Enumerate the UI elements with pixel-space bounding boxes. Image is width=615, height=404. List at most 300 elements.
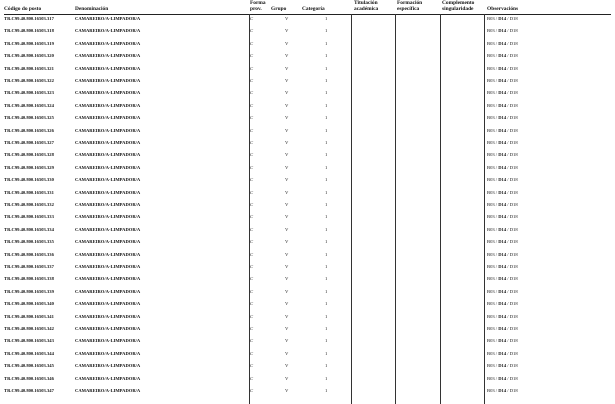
cell-observacions	[487, 53, 518, 59]
cell-categoria: 1	[325, 350, 328, 356]
cell-forma: C	[250, 28, 254, 34]
cell-forma: C	[250, 350, 254, 356]
cell-forma: C	[250, 388, 254, 393]
cell-categoria: 1	[325, 363, 328, 369]
cell-denominacion: CAMAREIRO/A-LIMPADOR/A	[75, 16, 141, 21]
obs-part-b: D14	[498, 375, 507, 381]
cell-denominacion: CAMAREIRO/A-LIMPADOR/A	[75, 288, 141, 294]
cell-grupo: V	[285, 226, 289, 232]
obs-part-c: / D18	[506, 313, 518, 319]
obs-part-a: B03 /	[487, 152, 499, 158]
header-complemento-line1: Complemento	[442, 0, 475, 6]
cell-codigo: TR.C99.40.800.16503.346	[4, 375, 54, 381]
cell-codigo: TR.C99.40.800.16503.347	[4, 388, 54, 393]
obs-part-c: / D18	[506, 264, 518, 269]
obs-part-b: D14	[498, 226, 507, 232]
cell-forma: C	[250, 53, 254, 59]
cell-denominacion: CAMAREIRO/A-LIMPADOR/A	[75, 264, 141, 269]
cell-categoria: 1	[325, 102, 328, 108]
cell-denominacion: CAMAREIRO/A-LIMPADOR/A	[75, 40, 141, 46]
cell-observacions	[487, 140, 518, 146]
cell-codigo: TR.C99.40.800.16503.322	[4, 78, 54, 83]
cell-codigo: TR.C99.40.800.16503.317	[4, 16, 54, 21]
obs-part-a: B03 /	[487, 115, 499, 121]
header-complemento	[442, 0, 474, 12]
table-row	[0, 152, 615, 164]
header-titulacion-line2: académica	[354, 6, 379, 12]
cell-denominacion: CAMAREIRO/A-LIMPADOR/A	[75, 28, 141, 34]
cell-grupo: V	[285, 78, 289, 83]
cell-grupo: V	[285, 276, 289, 282]
header-rule	[4, 14, 611, 15]
cell-denominacion: CAMAREIRO/A-LIMPADOR/A	[75, 214, 141, 220]
cell-forma: C	[250, 202, 254, 207]
cell-forma: C	[250, 363, 254, 369]
cell-observacions	[487, 301, 518, 307]
cell-codigo: TR.C99.40.800.16503.335	[4, 239, 54, 245]
obs-part-c: / D18	[506, 388, 518, 393]
cell-grupo: V	[285, 65, 289, 71]
cell-denominacion: CAMAREIRO/A-LIMPADOR/A	[75, 313, 141, 319]
cell-grupo: V	[285, 127, 289, 133]
cell-observacions	[487, 214, 518, 220]
cell-grupo: V	[285, 288, 289, 294]
obs-part-c: / D18	[506, 363, 518, 369]
cell-categoria: 1	[325, 375, 328, 381]
cell-categoria: 1	[325, 276, 328, 282]
cell-grupo: V	[285, 16, 289, 21]
cell-observacions	[487, 252, 518, 258]
obs-part-b: D14	[498, 313, 507, 319]
table-row	[0, 115, 615, 127]
obs-part-c: / D18	[506, 251, 518, 257]
cell-grupo: V	[285, 326, 289, 331]
cell-grupo: V	[285, 164, 289, 170]
obs-part-a: B03 /	[487, 28, 499, 34]
cell-grupo: V	[285, 152, 289, 158]
table-row	[0, 239, 615, 251]
obs-part-b: D14	[498, 152, 507, 158]
obs-part-c: / D18	[506, 214, 518, 220]
obs-part-b: D14	[498, 301, 507, 307]
table-row	[0, 338, 615, 350]
table-row	[0, 66, 615, 78]
cell-codigo: TR.C99.40.800.16503.345	[4, 363, 54, 369]
obs-part-b: D14	[498, 90, 507, 96]
cell-codigo: TR.C99.40.800.16503.342	[4, 326, 54, 331]
obs-part-b: D14	[498, 388, 507, 393]
cell-categoria: 1	[325, 313, 328, 319]
obs-part-b: D14	[498, 251, 507, 257]
cell-codigo: TR.C99.40.800.16503.338	[4, 276, 54, 282]
cell-codigo: TR.C99.40.800.16503.336	[4, 251, 54, 257]
cell-categoria: 1	[325, 140, 328, 145]
obs-part-c: / D18	[506, 288, 518, 294]
cell-categoria: 1	[325, 189, 328, 195]
cell-forma: C	[250, 326, 254, 331]
cell-grupo: V	[285, 350, 289, 356]
cell-grupo: V	[285, 375, 289, 381]
cell-categoria: 1	[325, 177, 328, 183]
cell-observacions	[487, 41, 518, 47]
obs-part-c: / D18	[506, 326, 518, 331]
cell-denominacion: CAMAREIRO/A-LIMPADOR/A	[75, 78, 141, 83]
obs-part-a: B03 /	[487, 388, 499, 393]
cell-observacions	[487, 78, 518, 84]
obs-part-b: D14	[498, 140, 507, 145]
cell-observacions	[487, 388, 518, 394]
obs-part-b: D14	[498, 276, 507, 282]
table-row	[0, 388, 615, 400]
obs-part-b: D14	[498, 40, 507, 46]
cell-categoria: 1	[325, 90, 328, 96]
cell-codigo: TR.C99.40.800.16503.334	[4, 226, 54, 232]
cell-categoria: 1	[325, 115, 328, 121]
cell-categoria: 1	[325, 28, 328, 34]
header-forma-line2: prov.	[250, 6, 262, 12]
cell-categoria: 1	[325, 65, 328, 71]
cell-observacions	[487, 16, 518, 22]
obs-part-a: B03 /	[487, 102, 499, 108]
header-codigo: Código do posto	[4, 6, 42, 12]
cell-codigo: TR.C99.40.800.16503.337	[4, 264, 54, 269]
obs-part-a: B03 /	[487, 164, 499, 170]
cell-observacions	[487, 376, 518, 382]
obs-part-c: / D18	[506, 350, 518, 356]
table-row	[0, 252, 615, 264]
table-row	[0, 78, 615, 90]
cell-forma: C	[250, 177, 254, 183]
cell-grupo: V	[285, 28, 289, 34]
cell-denominacion: CAMAREIRO/A-LIMPADOR/A	[75, 388, 141, 393]
cell-categoria: 1	[325, 127, 328, 133]
cell-categoria: 1	[325, 239, 328, 245]
obs-part-c: / D18	[506, 78, 518, 83]
cell-grupo: V	[285, 177, 289, 183]
obs-part-a: B03 /	[487, 53, 499, 59]
cell-codigo: TR.C99.40.800.16503.318	[4, 28, 54, 34]
cell-codigo: TR.C99.40.800.16503.324	[4, 102, 54, 108]
cell-grupo: V	[285, 53, 289, 59]
cell-observacions	[487, 28, 518, 34]
header-formacion-line1: Formación	[397, 0, 423, 6]
header-grupo: Grupo	[271, 6, 287, 12]
cell-codigo: TR.C99.40.800.16503.341	[4, 313, 54, 319]
cell-forma: C	[250, 78, 254, 83]
cell-grupo: V	[285, 40, 289, 46]
table-row	[0, 351, 615, 363]
cell-codigo: TR.C99.40.800.16503.325	[4, 115, 54, 121]
header-denominacion: Denominación	[75, 6, 109, 12]
cell-observacions	[487, 165, 518, 171]
table-row	[0, 276, 615, 288]
cell-denominacion: CAMAREIRO/A-LIMPADOR/A	[75, 226, 141, 232]
obs-part-b: D14	[498, 264, 507, 269]
cell-codigo: TR.C99.40.800.16503.343	[4, 338, 54, 344]
cell-forma: C	[250, 288, 254, 294]
cell-grupo: V	[285, 251, 289, 257]
obs-part-b: D14	[498, 16, 507, 21]
cell-categoria: 1	[325, 288, 328, 294]
cell-denominacion: CAMAREIRO/A-LIMPADOR/A	[75, 140, 141, 145]
obs-part-c: / D18	[506, 152, 518, 158]
obs-part-b: D14	[498, 338, 507, 344]
obs-part-c: / D18	[506, 90, 518, 96]
obs-part-a: B03 /	[487, 326, 499, 331]
obs-part-b: D14	[498, 78, 507, 83]
obs-part-c: / D18	[506, 226, 518, 232]
table-row	[0, 227, 615, 239]
cell-categoria: 1	[325, 301, 328, 307]
cell-forma: C	[250, 214, 254, 220]
cell-observacions	[487, 190, 518, 196]
header-titulacion	[354, 0, 378, 12]
obs-part-a: B03 /	[487, 127, 499, 133]
cell-forma: C	[250, 164, 254, 170]
obs-part-b: D14	[498, 28, 507, 34]
cell-grupo: V	[285, 338, 289, 344]
cell-observacions	[487, 326, 518, 332]
table-row	[0, 376, 615, 388]
cell-observacions	[487, 289, 518, 295]
table-row	[0, 165, 615, 177]
obs-part-b: D14	[498, 214, 507, 220]
cell-codigo: TR.C99.40.800.16503.344	[4, 350, 54, 356]
cell-denominacion: CAMAREIRO/A-LIMPADOR/A	[75, 189, 141, 195]
header-observacions: Observacións	[487, 6, 519, 12]
obs-part-a: B03 /	[487, 78, 499, 83]
cell-categoria: 1	[325, 152, 328, 158]
cell-grupo: V	[285, 189, 289, 195]
obs-part-c: / D18	[506, 102, 518, 108]
cell-codigo: TR.C99.40.800.16503.330	[4, 177, 54, 183]
cell-observacions	[487, 103, 518, 109]
obs-part-c: / D18	[506, 177, 518, 183]
cell-denominacion: CAMAREIRO/A-LIMPADOR/A	[75, 65, 141, 71]
obs-part-c: / D18	[506, 276, 518, 282]
obs-part-a: B03 /	[487, 16, 499, 21]
table-row	[0, 103, 615, 115]
obs-part-a: B03 /	[487, 350, 499, 356]
cell-denominacion: CAMAREIRO/A-LIMPADOR/A	[75, 202, 141, 207]
obs-part-a: B03 /	[487, 313, 499, 319]
cell-observacions	[487, 66, 518, 72]
cell-forma: C	[250, 65, 254, 71]
obs-part-a: B03 /	[487, 90, 499, 96]
cell-codigo: TR.C99.40.800.16503.331	[4, 189, 54, 195]
cell-denominacion: CAMAREIRO/A-LIMPADOR/A	[75, 53, 141, 59]
cell-codigo: TR.C99.40.800.16503.319	[4, 40, 54, 46]
obs-part-b: D14	[498, 164, 507, 170]
header-complemento-line2: singularidade	[442, 6, 474, 12]
table-row	[0, 214, 615, 226]
cell-observacions	[487, 276, 518, 282]
cell-denominacion: CAMAREIRO/A-LIMPADOR/A	[75, 90, 141, 96]
cell-categoria: 1	[325, 226, 328, 232]
cell-forma: C	[250, 16, 254, 21]
cell-codigo: TR.C99.40.800.16503.320	[4, 53, 54, 59]
cell-denominacion: CAMAREIRO/A-LIMPADOR/A	[75, 301, 141, 307]
cell-forma: C	[250, 313, 254, 319]
obs-part-c: / D18	[506, 53, 518, 59]
cell-forma: C	[250, 127, 254, 133]
cell-denominacion: CAMAREIRO/A-LIMPADOR/A	[75, 363, 141, 369]
cell-observacions	[487, 177, 518, 183]
cell-forma: C	[250, 338, 254, 344]
obs-part-a: B03 /	[487, 177, 499, 183]
cell-denominacion: CAMAREIRO/A-LIMPADOR/A	[75, 115, 141, 121]
obs-part-a: B03 /	[487, 251, 499, 257]
obs-part-b: D14	[498, 239, 507, 245]
cell-denominacion: CAMAREIRO/A-LIMPADOR/A	[75, 152, 141, 158]
cell-grupo: V	[285, 140, 289, 145]
table-row	[0, 190, 615, 202]
obs-part-a: B03 /	[487, 226, 499, 232]
cell-forma: C	[250, 102, 254, 108]
cell-codigo: TR.C99.40.800.16503.339	[4, 288, 54, 294]
obs-part-b: D14	[498, 350, 507, 356]
obs-part-a: B03 /	[487, 338, 499, 344]
obs-part-a: B03 /	[487, 276, 499, 282]
header-categoria: Categoría	[302, 6, 325, 12]
cell-grupo: V	[285, 202, 289, 207]
obs-part-c: / D18	[506, 40, 518, 46]
cell-denominacion: CAMAREIRO/A-LIMPADOR/A	[75, 239, 141, 245]
cell-codigo: TR.C99.40.800.16503.328	[4, 152, 54, 158]
cell-forma: C	[250, 251, 254, 257]
obs-part-b: D14	[498, 288, 507, 294]
obs-part-b: D14	[498, 127, 507, 133]
header-formacion-line2: específica	[397, 6, 420, 12]
table-row	[0, 128, 615, 140]
cell-observacions	[487, 227, 518, 233]
cell-forma: C	[250, 301, 254, 307]
header-forma-line1: Forma	[250, 0, 266, 6]
obs-part-c: / D18	[506, 164, 518, 170]
cell-observacions	[487, 115, 518, 121]
cell-categoria: 1	[325, 338, 328, 344]
table-row	[0, 326, 615, 338]
obs-part-c: / D18	[506, 189, 518, 195]
obs-part-a: B03 /	[487, 214, 499, 220]
obs-part-a: B03 /	[487, 375, 499, 381]
table-row	[0, 314, 615, 326]
cell-codigo: TR.C99.40.800.16503.321	[4, 65, 54, 71]
obs-part-a: B03 /	[487, 40, 499, 46]
obs-part-b: D14	[498, 115, 507, 121]
table-row	[0, 289, 615, 301]
cell-codigo: TR.C99.40.800.16503.332	[4, 202, 54, 207]
cell-grupo: V	[285, 264, 289, 269]
cell-grupo: V	[285, 115, 289, 121]
cell-categoria: 1	[325, 40, 328, 46]
table-row	[0, 202, 615, 214]
cell-categoria: 1	[325, 251, 328, 257]
cell-denominacion: CAMAREIRO/A-LIMPADOR/A	[75, 251, 141, 257]
obs-part-a: B03 /	[487, 363, 499, 369]
cell-observacions	[487, 239, 518, 245]
cell-observacions	[487, 314, 518, 320]
cell-codigo: TR.C99.40.800.16503.327	[4, 140, 54, 145]
obs-part-c: / D18	[506, 28, 518, 34]
table-row	[0, 140, 615, 152]
cell-grupo: V	[285, 313, 289, 319]
cell-grupo: V	[285, 90, 289, 96]
obs-part-b: D14	[498, 102, 507, 108]
cell-grupo: V	[285, 301, 289, 307]
cell-categoria: 1	[325, 53, 328, 59]
obs-part-b: D14	[498, 177, 507, 183]
cell-denominacion: CAMAREIRO/A-LIMPADOR/A	[75, 102, 141, 108]
obs-part-b: D14	[498, 65, 507, 71]
obs-part-a: B03 /	[487, 140, 499, 145]
cell-categoria: 1	[325, 78, 328, 83]
obs-part-b: D14	[498, 363, 507, 369]
cell-forma: C	[250, 115, 254, 121]
cell-categoria: 1	[325, 388, 328, 393]
table-row	[0, 41, 615, 53]
cell-denominacion: CAMAREIRO/A-LIMPADOR/A	[75, 164, 141, 170]
cell-categoria: 1	[325, 202, 328, 207]
obs-part-c: / D18	[506, 65, 518, 71]
cell-forma: C	[250, 90, 254, 96]
obs-part-b: D14	[498, 202, 507, 207]
obs-part-a: B03 /	[487, 264, 499, 269]
cell-denominacion: CAMAREIRO/A-LIMPADOR/A	[75, 375, 141, 381]
obs-part-c: / D18	[506, 239, 518, 245]
table-row	[0, 90, 615, 102]
cell-forma: C	[250, 140, 254, 145]
cell-denominacion: CAMAREIRO/A-LIMPADOR/A	[75, 338, 141, 344]
obs-part-c: / D18	[506, 301, 518, 307]
table-row	[0, 16, 615, 28]
cell-forma: C	[250, 276, 254, 282]
cell-forma: C	[250, 152, 254, 158]
cell-forma: C	[250, 189, 254, 195]
obs-part-a: B03 /	[487, 239, 499, 245]
cell-codigo: TR.C99.40.800.16503.333	[4, 214, 54, 220]
cell-forma: C	[250, 239, 254, 245]
header-titulacion-line1: Titulación	[354, 0, 378, 6]
cell-observacions	[487, 351, 518, 357]
cell-categoria: 1	[325, 326, 328, 331]
cell-grupo: V	[285, 388, 289, 393]
table-row	[0, 264, 615, 276]
cell-codigo: TR.C99.40.800.16503.323	[4, 90, 54, 96]
cell-observacions	[487, 152, 518, 158]
obs-part-a: B03 /	[487, 189, 499, 195]
header-formacion	[397, 0, 422, 12]
cell-observacions	[487, 90, 518, 96]
cell-categoria: 1	[325, 214, 328, 220]
obs-part-c: / D18	[506, 375, 518, 381]
cell-forma: C	[250, 264, 254, 269]
cell-denominacion: CAMAREIRO/A-LIMPADOR/A	[75, 276, 141, 282]
obs-part-c: / D18	[506, 202, 518, 207]
table-row	[0, 53, 615, 65]
cell-observacions	[487, 202, 518, 208]
cell-denominacion: CAMAREIRO/A-LIMPADOR/A	[75, 326, 141, 331]
obs-part-c: / D18	[506, 338, 518, 344]
cell-observacions	[487, 363, 518, 369]
cell-categoria: 1	[325, 264, 328, 269]
cell-observacions	[487, 128, 518, 134]
table-row	[0, 28, 615, 40]
cell-grupo: V	[285, 102, 289, 108]
cell-denominacion: CAMAREIRO/A-LIMPADOR/A	[75, 350, 141, 356]
cell-observacions	[487, 338, 518, 344]
obs-part-b: D14	[498, 53, 507, 59]
